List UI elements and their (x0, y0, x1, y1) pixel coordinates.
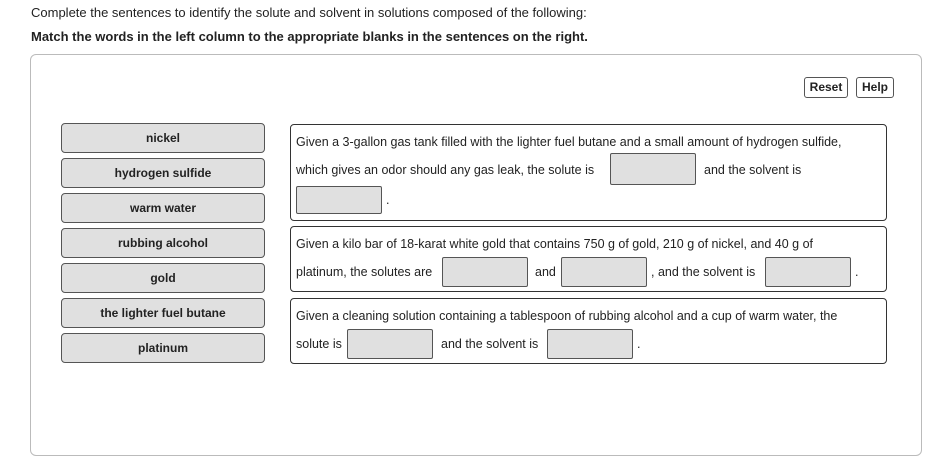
instruction-subtext: Match the words in the left column to the appropriate blanks in the sentences on the right. (31, 29, 588, 44)
word-tile-gold[interactable]: gold (61, 263, 265, 293)
word-tile-rubbing-alcohol[interactable]: rubbing alcohol (61, 228, 265, 258)
sentence-text: and (535, 265, 556, 279)
drop-blank-s1-solvent[interactable] (296, 186, 382, 214)
sentence-text: . (386, 193, 390, 207)
drop-blank-s2-solute-1[interactable] (442, 257, 528, 287)
sentence-text: Given a kilo bar of 18-karat white gold that contains 750 g of gold, 210 g of nickel, and 40 g of (296, 237, 813, 251)
drop-blank-s3-solvent[interactable] (547, 329, 633, 359)
sentence-text: . (637, 337, 641, 351)
sentence-text: solute is (296, 337, 342, 351)
help-button[interactable]: Help (856, 77, 894, 98)
drop-blank-s3-solute[interactable] (347, 329, 433, 359)
reset-button[interactable]: Reset (804, 77, 848, 98)
sentence-text: and the solvent is (704, 163, 802, 177)
instruction-text: Complete the sentences to identify the solute and solvent in solutions composed of the following: (31, 5, 587, 20)
drop-blank-s1-solute[interactable] (610, 153, 696, 185)
sentence-text: , and the solvent is (651, 265, 756, 279)
drop-blank-s2-solute-2[interactable] (561, 257, 647, 287)
drop-blank-s2-solvent[interactable] (765, 257, 851, 287)
word-tile-butane[interactable]: the lighter fuel butane (61, 298, 265, 328)
word-tile-nickel[interactable]: nickel (61, 123, 265, 153)
word-tile-hydrogen-sulfide[interactable]: hydrogen sulfide (61, 158, 265, 188)
sentence-text: Given a 3-gallon gas tank filled with the lighter fuel butane and a small amount of hydrogen sulfide, (296, 135, 842, 149)
word-tile-platinum[interactable]: platinum (61, 333, 265, 363)
sentence-text: . (855, 265, 859, 279)
sentence-text: which gives an odor should any gas leak, the solute is (296, 163, 595, 177)
sentence-text: and the solvent is (441, 337, 539, 351)
word-tile-warm-water[interactable]: warm water (61, 193, 265, 223)
sentence-text: platinum, the solutes are (296, 265, 433, 279)
sentence-text: Given a cleaning solution containing a tablespoon of rubbing alcohol and a cup of warm water, the (296, 309, 838, 323)
